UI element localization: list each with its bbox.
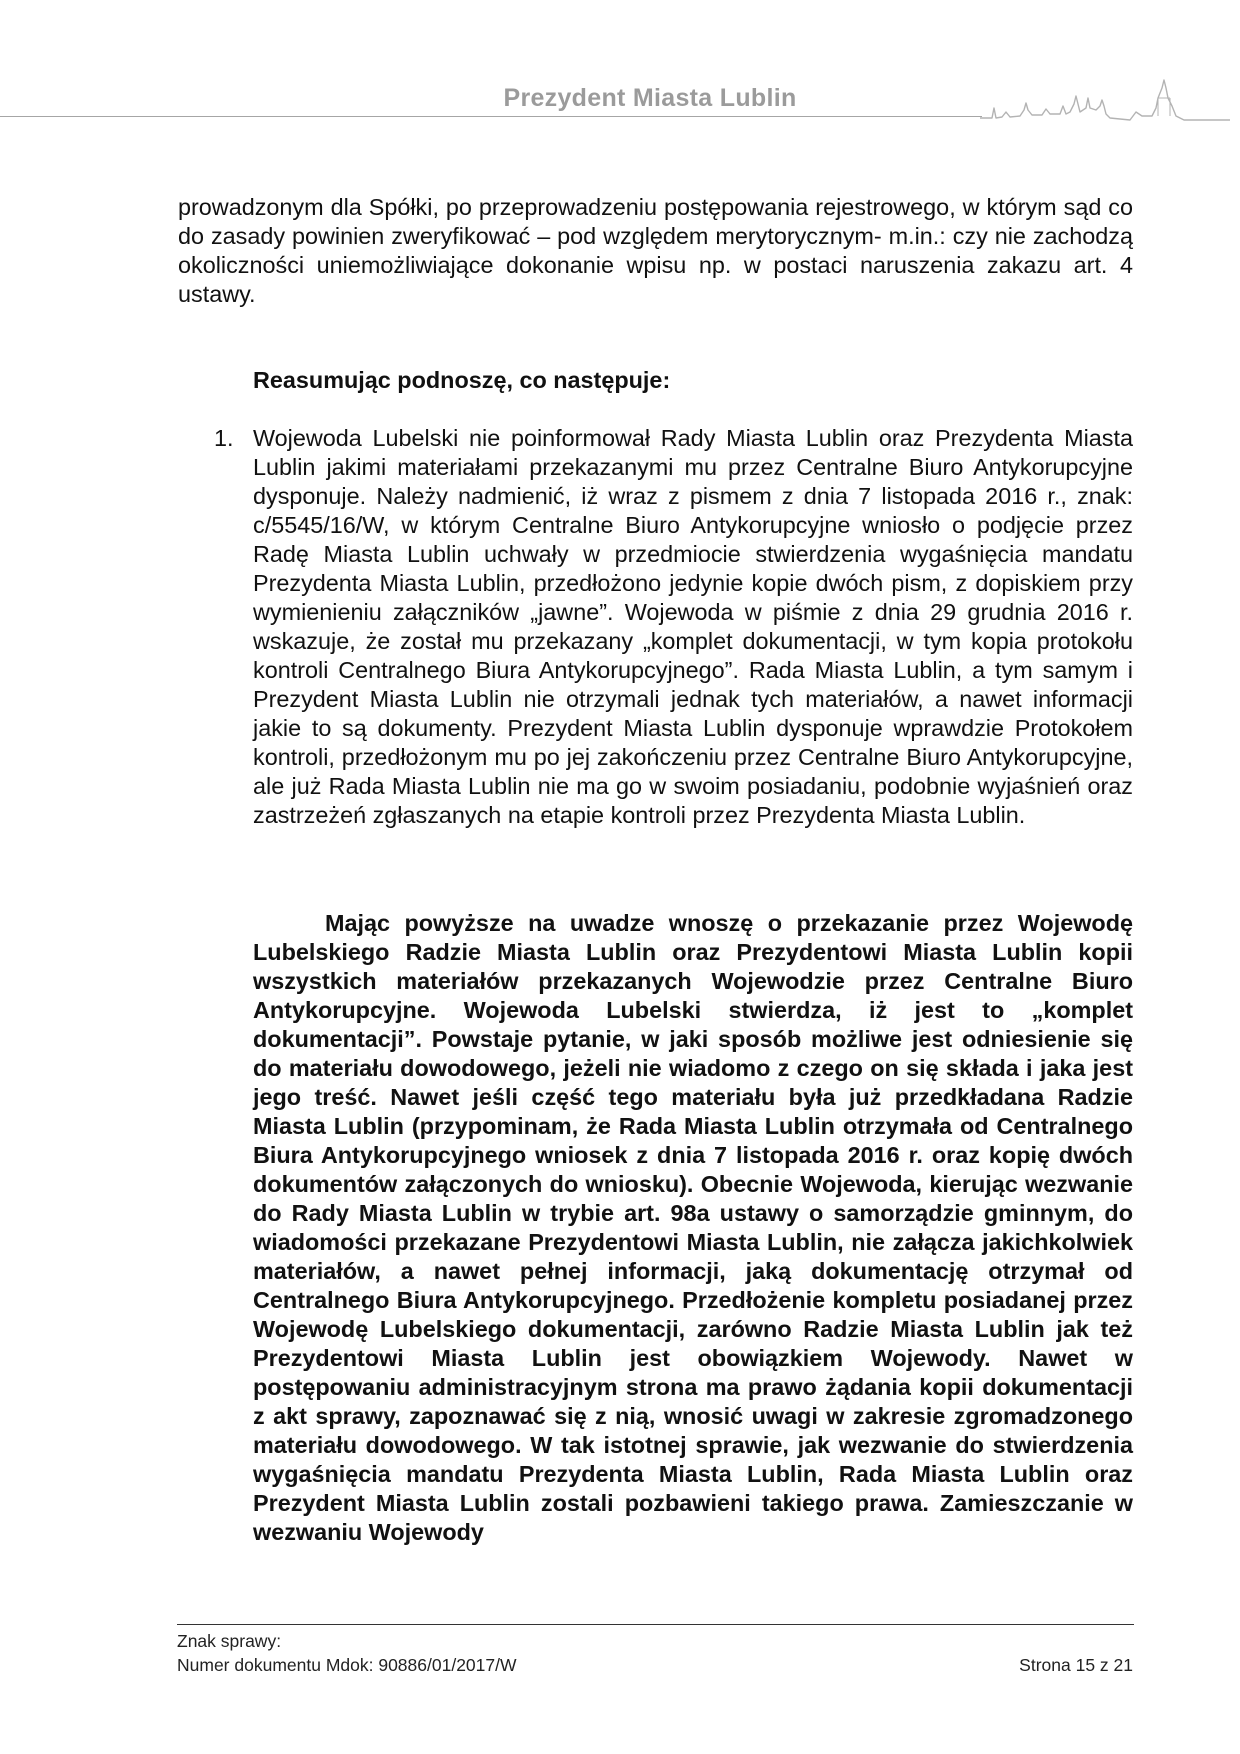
- list-item-text: Wojewoda Lubelski nie poinformował Rady Miasta Lublin oraz Prezydenta Miasta Lublin jakimi materiałami przekazanymi mu przez Centralne Biuro Antykorupcyjne dysponuje. Należy nadmienić, iż wraz z pismem z dnia 7 listopada 2016 r., znak: c/5545/16/W, w którym Centralne Biuro Antykorupcyjne wniosło o podjęcie przez Radę Miasta Lublin uchwały w przedmiocie stwierdzenia wygaśnięcia mandatu Prezydenta Miasta Lublin, przedłożono jedynie kopie dwóch pism, z dopiskiem przy wymienieniu załączników „jawne”. Wojewoda w piśmie z dnia 29 grudnia 2016 r. wskazuje, że został mu przekazany „komplet dokumentacji, w tym kopia protokołu kontroli Centralnego Biura Antykorupcyjnego”. Rada Miasta Lublin, a tym samym i Prezydent Miasta Lublin nie otrzymali jednak tych materiałów, a nawet informacji jakie to są dokumenty. Prezydent Miasta Lublin dysponuje wprawdzie Protokołem kontroli, przedłożonym mu po jej zakończeniu przez Centralne Biuro Antykorupcyjne, ale już Rada Miasta Lublin nie ma go w swoim posiadaniu, podobnie wyjaśnień oraz zastrzeżeń zgłaszanych na etapie kontroli przez Prezydenta Miasta Lublin.: [253, 425, 1133, 828]
- footer-page-number: Strona 15 z 21: [1019, 1655, 1133, 1675]
- lublin-skyline-icon: [980, 68, 1230, 124]
- footer-document-number: Numer dokumentu Mdok: 90886/01/2017/W: [177, 1655, 517, 1675]
- footer-case-mark: Znak sprawy:: [177, 1631, 282, 1651]
- list-item-number: 1.: [214, 425, 234, 451]
- intro-paragraph: prowadzonym dla Spółki, po przeprowadzeniu postępowania rejestrowego, w którym sąd co do zasady powinien zweryfikować – pod względem merytorycznym- m.in.: czy nie zachodzą okoliczności uniemożliwiające dokonanie wpisu np. w postaci naruszenia zakazu art. 4 ustawy.: [178, 194, 1133, 307]
- header-divider: [0, 116, 982, 117]
- request-paragraph: Mając powyższe na uwadze wnoszę o przekazanie przez Wojewodę Lubelskiego Radzie Miasta Lublin oraz Prezydentowi Miasta Lublin kopii wszystkich materiałów przekazanych Wojewodzie przez Centralne Biuro Antykorupcyjne. Wojewoda Lubelski stwierdza, iż jest to „komplet dokumentacji”. Powstaje pytanie, w jaki sposób możliwe jest odniesienie się do materiału dowodowego, jeżeli nie wiadomo z czego on się składa i jaka jest jego treść. Nawet jeśli część tego materiału była już przedkładana Radzie Miasta Lublin (przypominam, że Rada Miasta Lublin otrzymała od Centralnego Biura Antykorupcyjnego wniosek z dnia 7 listopada 2016 r. oraz kopię dwóch dokumentów załączonych do wniosku). Obecnie Wojewoda, kierując wezwanie do Rady Miasta Lublin w trybie art. 98a ustawy o samorządzie gminnym, do wiadomości przekazane Prezydentowi Miasta Lublin, nie załącza jakichkolwiek materiałów, a nawet pełnej informacji, jaką dokumentację otrzymał od Centralnego Biura Antykorupcyjnego. Przedłożenie kompletu posiadanej przez Wojewodę Lubelskiego dokumentacji, zarówno Radzie Miasta Lublin jak też Prezydentowi Miasta Lublin jest obowiązkiem Wojewody. Nawet w postępowaniu administracyjnym strona ma prawo żądania kopii dokumentacji z akt sprawy, zapoznawać się z nią, wnosić uwagi w zakresie zgromadzonego materiału dowodowego. W tak istotnej sprawie, jak wezwanie do stwierdzenia wygaśnięcia mandatu Prezydenta Miasta Lublin, Rada Miasta Lublin oraz Prezydent Miasta Lublin zostali pozbawieni takiego prawa. Zamieszczanie w wezwaniu Wojewody: [253, 910, 1133, 1545]
- header-title: Prezydent Miasta Lublin: [503, 84, 797, 112]
- footer-divider: [177, 1624, 1134, 1625]
- summary-heading: Reasumując podnoszę, co następuje:: [253, 367, 671, 393]
